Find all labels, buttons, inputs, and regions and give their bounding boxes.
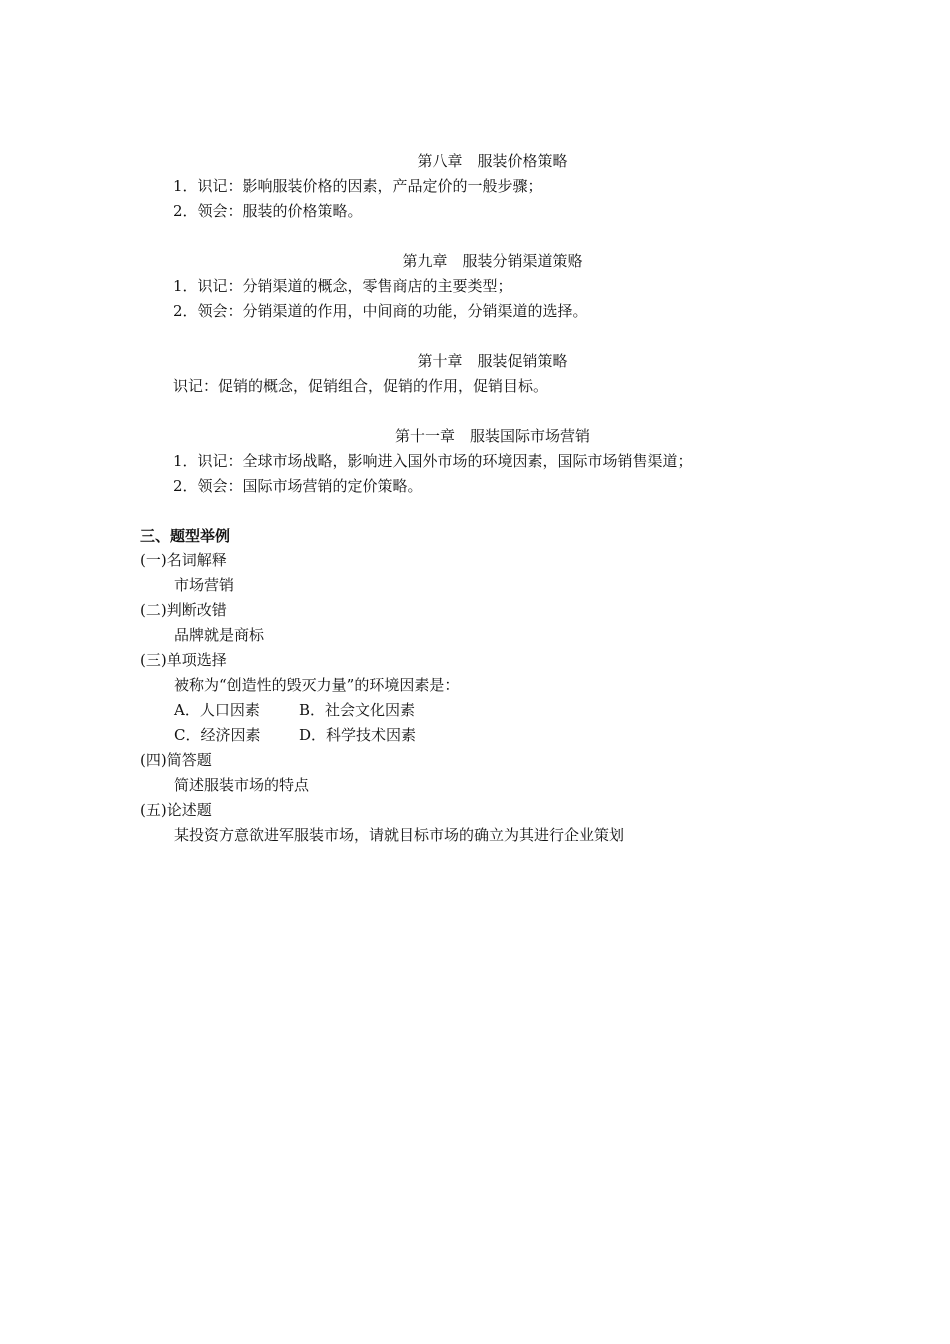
question-type-2-example: 品牌就是商标 xyxy=(174,626,265,644)
chapter-8-item-1: 1．识记：影响服装价格的因素，产品定价的一般步骤； xyxy=(173,177,543,195)
chapter-9-item-1: 1．识记：分销渠道的概念，零售商店的主要类型； xyxy=(173,277,513,295)
question-type-1-label: (一)名词解释 xyxy=(140,551,227,569)
question-type-5-label: (五)论述题 xyxy=(140,801,212,819)
chapter-10-title: 第十章 服装促销策略 xyxy=(417,352,568,370)
section-3-heading: 三、题型举例 xyxy=(140,527,231,545)
question-type-4-example: 简述服装市场的特点 xyxy=(174,776,310,794)
option-c: C．经济因素 xyxy=(174,726,261,744)
question-type-5-example: 某投资方意欲进军服装市场，请就目标市场的确立为其进行企业策划 xyxy=(174,826,625,844)
chapter-8-title: 第八章 服装价格策略 xyxy=(417,152,568,170)
option-b: B．社会文化因素 xyxy=(299,701,416,719)
question-type-1-example: 市场营销 xyxy=(174,576,235,594)
chapter-8-item-2: 2．领会：服装的价格策略。 xyxy=(173,202,363,220)
chapter-11-item-2: 2．领会：国际市场营销的定价策略。 xyxy=(173,477,423,495)
chapter-9-item-2: 2．领会：分销渠道的作用，中间商的功能，分销渠道的选择。 xyxy=(173,302,588,320)
question-type-2-label: (二)判断改错 xyxy=(140,601,227,619)
chapter-11-title: 第十一章 服装国际市场营销 xyxy=(394,427,590,445)
option-d: D．科学技术因素 xyxy=(299,726,417,744)
chapter-10-item-1: 识记：促销的概念，促销组合，促销的作用，促销目标。 xyxy=(173,377,549,395)
question-type-3-label: (三)单项选择 xyxy=(140,651,227,669)
chapter-9-title: 第九章 服装分销渠道策赂 xyxy=(402,252,583,270)
question-type-4-label: (四)简答题 xyxy=(140,751,212,769)
chapter-11-item-1: 1．识记：全球市场战略，影响进入国外市场的环境因素，国际市场销售渠道； xyxy=(173,452,693,470)
option-a: A．人口因素 xyxy=(174,701,260,719)
question-type-3-example: 被称为“创造性的毁灭力量”的环境因素是： xyxy=(174,676,460,694)
